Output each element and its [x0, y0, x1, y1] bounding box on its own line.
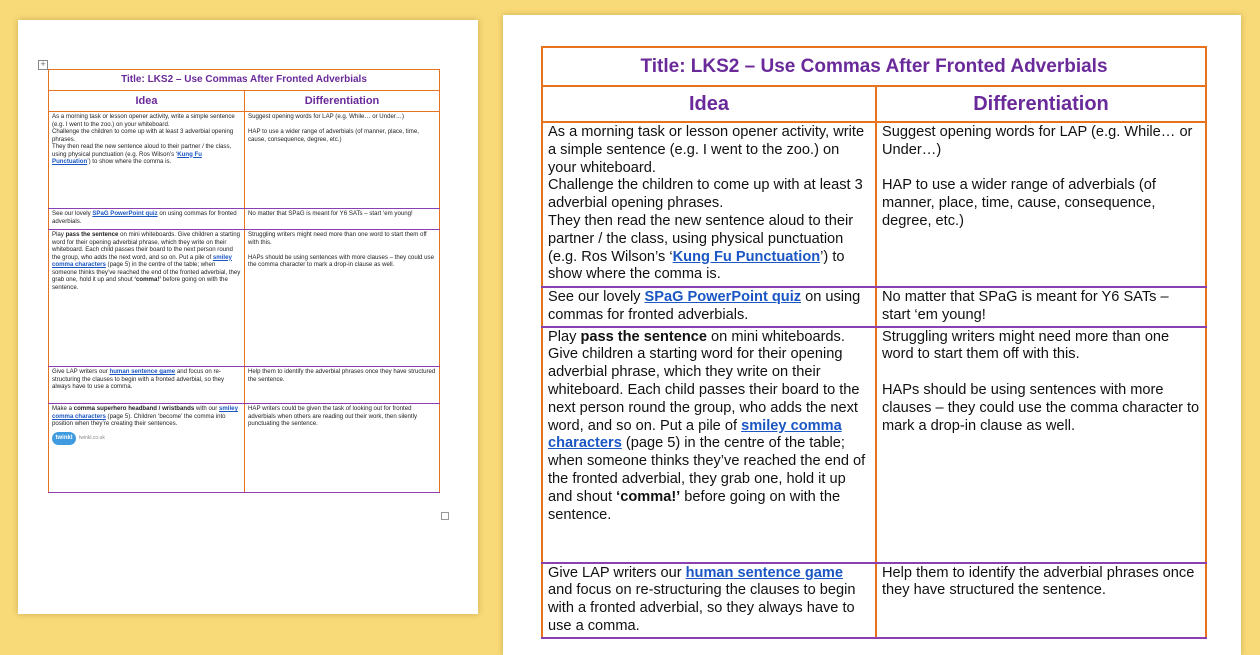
- thumbnail-smiley-comma-link-2[interactable]: smiley comma characters: [52, 405, 238, 420]
- thumbnail-kung-fu-link[interactable]: Kung Fu Punctuation: [52, 150, 202, 165]
- thumbnail-spag-quiz-link[interactable]: SPaG PowerPoint quiz: [92, 210, 158, 217]
- thumbnail-smiley-comma-link[interactable]: smiley comma characters: [52, 253, 232, 268]
- thumbnail-row-2-idea: See our lovely SPaG PowerPoint quiz on using commas for fronted adverbials.: [49, 209, 245, 230]
- thumbnail-header-differentiation: Differentiation: [245, 91, 440, 112]
- row-2-idea: See our lovely SPaG PowerPoint quiz on using commas for fronted adverbials.: [542, 287, 876, 327]
- thumbnail-page: [18, 20, 478, 614]
- thumbnail-worksheet-table: [48, 69, 440, 493]
- thumbnail-row-5-diff: HAP writers could be given the task of looking out for fronted adverbials when others are reading out their work, then silently punctuating the sentence.: [245, 404, 440, 493]
- thumbnail-row-1-diff: Suggest opening words for LAP (e.g. While… or Under…) HAP to use a wider range of adverbials (of manner, place, time, cause, consequence, degree, etc.): [245, 112, 440, 209]
- zoomed-page: [503, 15, 1241, 655]
- spag-powerpoint-quiz-link[interactable]: SPaG PowerPoint quiz: [644, 289, 802, 305]
- twinkl-logo-text: twinkl.co.uk: [79, 434, 105, 441]
- thumbnail-row-2-diff: No matter that SPaG is meant for Y6 SATs – start ‘em young!: [245, 209, 440, 230]
- thumbnail-row-5-idea: Make a comma superhero headband / wristbands with our smiley comma characters (page 5). Children ‘become’ the comma into position when they’re creating their sentences. twinkl twinkl.co.uk: [49, 404, 245, 493]
- worksheet-table: [541, 46, 1207, 639]
- twinkl-logo: twinkl: [52, 432, 76, 445]
- thumbnail-row-4-diff: Help them to identify the adverbial phrases once they have structured the sentence.: [245, 367, 440, 404]
- row-2-diff: No matter that SPaG is meant for Y6 SATs – start ‘em young!: [876, 287, 1206, 327]
- thumbnail-row-3-idea: Play pass the sentence on mini whiteboards. Give children a starting word for their opening adverbial phrase, which they write on their whiteboard. Each child passes their board to the next person round the group, who adds the next word, and so on. Put a pile of smiley comma characters (page 5) in the centre of the table; when someone thinks they’ve reached the end of the fronted adverbial, they grab one, hold it up and shout ‘comma!’ before going on with the sentence.: [49, 230, 245, 367]
- kung-fu-punctuation-link[interactable]: Kung Fu Punctuation: [672, 248, 821, 265]
- human-sentence-game-link[interactable]: human sentence game: [685, 564, 843, 581]
- row-4-diff: Help them to identify the adverbial phrases once they have structured the sentence.: [876, 563, 1206, 638]
- thumbnail-row-3-diff: Struggling writers might need more than one word to start them off with this. HAPs should be using sentences with more clauses – they could use the comma character to mark a drop-in clause as well.: [245, 230, 440, 367]
- row-1-idea: As a morning task or lesson opener activity, write a simple sentence (e.g. I went to the zoo.) on your whiteboard. Challenge the children to come up with at least 3 adverbial opening phrases. They then read the new sentence aloud to their partner / the class, using physical punctuation (e.g. Ros Wilson’s ‘Kung Fu Punctuation’) to show where the comma is.: [542, 122, 876, 287]
- table-resize-handle-icon[interactable]: [441, 512, 449, 520]
- header-idea: Idea: [542, 86, 876, 122]
- table-move-handle-icon[interactable]: +: [38, 60, 48, 70]
- row-4-idea: Give LAP writers our human sentence game and focus on re-structuring the clauses to begin with a fronted adverbial, so they always have to use a comma.: [542, 563, 876, 638]
- thumbnail-human-sentence-link[interactable]: human sentence game: [109, 368, 176, 375]
- smiley-comma-characters-link[interactable]: smiley comma characters: [548, 417, 842, 452]
- thumbnail-header-idea: Idea: [49, 91, 245, 112]
- row-1-diff: Suggest opening words for LAP (e.g. While… or Under…) HAP to use a wider range of adverbials (of manner, place, time, cause, consequence, degree, etc.): [876, 122, 1206, 287]
- thumbnail-row-1-idea: As a morning task or lesson opener activity, write a simple sentence (e.g. I went to the zoo.) on your whiteboard. Challenge the children to come up with at least 3 adverbial opening phrases. They then read the new sentence aloud to their partner / the class, using physical punctuation (e.g. Ros Wilson’s ‘Kung Fu Punctuation’) to show where the comma is.: [49, 112, 245, 209]
- thumbnail-row-4-idea: Give LAP writers our human sentence game and focus on re-structuring the clauses to begin with a fronted adverbial, so they always have to use a comma.: [49, 367, 245, 404]
- row-3-diff: Struggling writers might need more than one word to start them off with this. HAPs should be using sentences with more clauses – they could use the comma character to mark a drop-in clause as well.: [876, 327, 1206, 563]
- header-differentiation: Differentiation: [876, 86, 1206, 122]
- worksheet-title: Title: LKS2 – Use Commas After Fronted Adverbials: [542, 47, 1206, 86]
- thumbnail-title: Title: LKS2 – Use Commas After Fronted Adverbials: [49, 70, 440, 91]
- row-3-idea: Play pass the sentence on mini whiteboards. Give children a starting word for their opening adverbial phrase, which they write on their whiteboard. Each child passes their board to the next person round the group, who adds the next word, and so on. Put a pile of smiley comma characters (page 5) in the centre of the table; when someone thinks they’ve reached the end of the fronted adverbial, they grab one, hold it up and shout ‘comma!’ before going on with the sentence.: [542, 327, 876, 563]
